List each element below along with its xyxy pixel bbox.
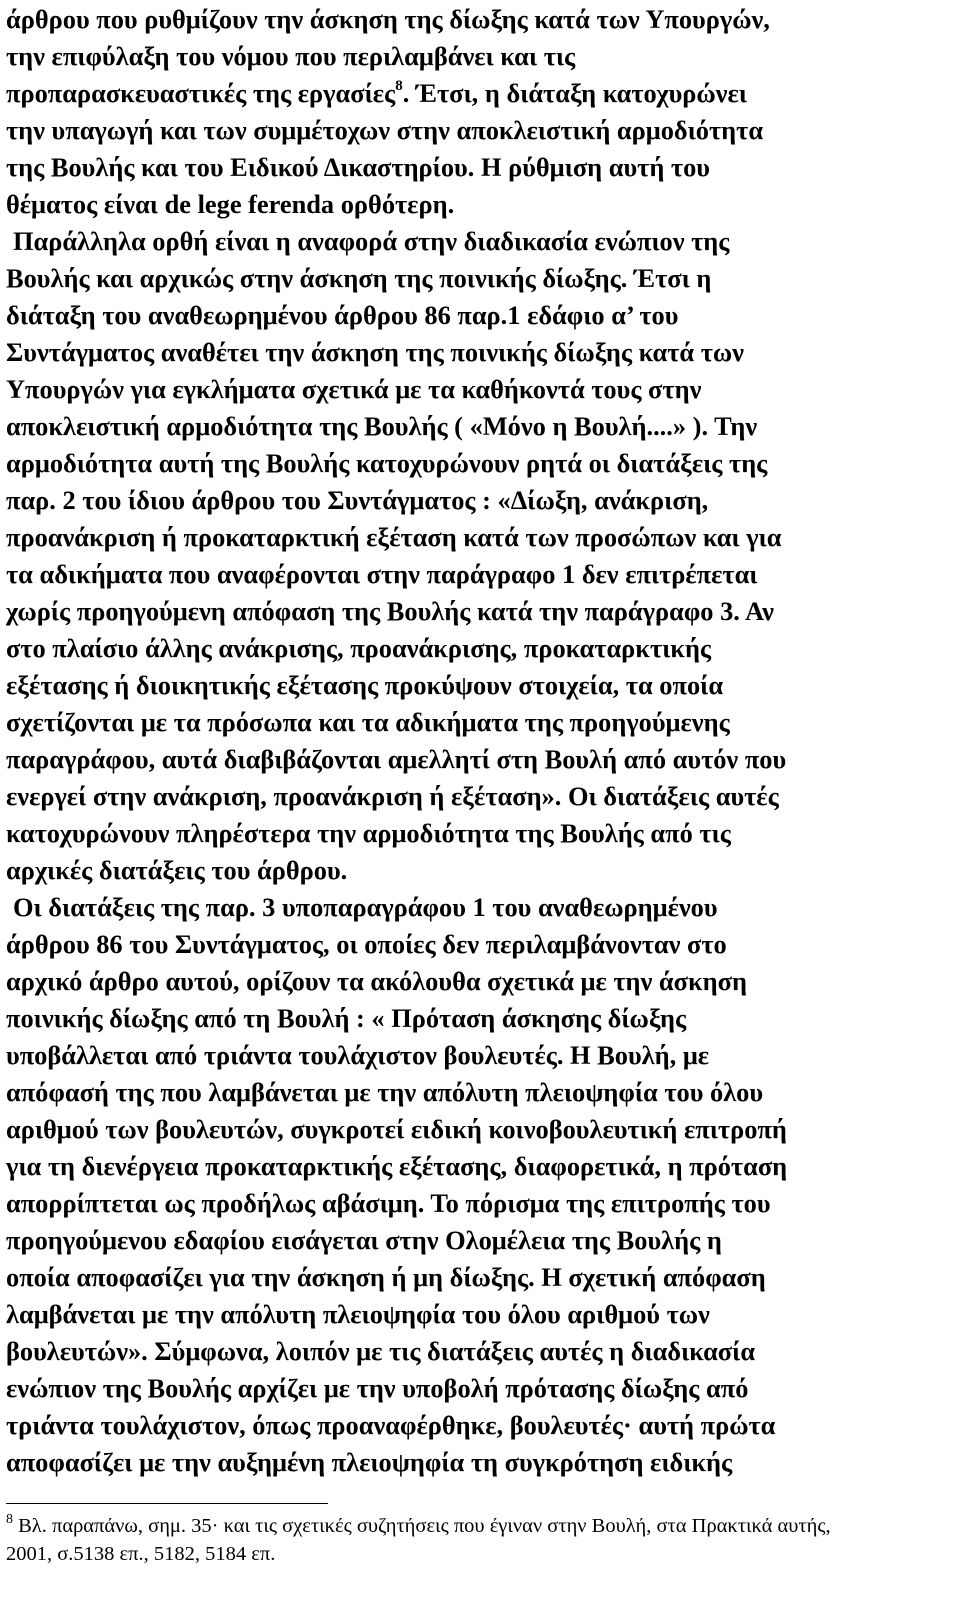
text-line: αποκλειστική αρμοδιότητα της Βουλής ( «Μόνο η Βουλή....» ). Την <box>6 411 758 441</box>
text-line: άρθρου που ρυθμίζουν την άσκηση της δίωξης κατά των Υπουργών, <box>6 4 770 34</box>
text-line: παρ. 2 του ίδιου άρθρου του Συντάγματος : «Δίωξη, ανάκριση, <box>6 485 709 515</box>
text-line: σχετίζονται με τα πρόσωπα και τα αδικήματα της προηγούμενης <box>6 707 730 737</box>
text-line: διάταξη του αναθεωρημένου άρθρου 86 παρ.1 εδάφιο α’ του <box>6 300 679 330</box>
text-line: ποινικής δίωξης από τη Βουλή : « Πρόταση άσκησης δίωξης <box>6 1003 687 1033</box>
text-line: άρθρου 86 του Συντάγματος, οι οποίες δεν περιλαμβάνονταν στο <box>6 929 727 959</box>
text-line: αποφασίζει με την αυξημένη πλειοψηφία τη συγκρότηση ειδικής <box>6 1447 733 1477</box>
text-line: την επιφύλαξη του νόμου που περιλαμβάνει και τις <box>6 41 576 71</box>
text-line: τα αδικήματα που αναφέρονται στην παράγραφο 1 δεν επιτρέπεται <box>6 559 758 589</box>
footnote-text: Βλ. παραπάνω, σημ. 35· και τις σχετικές συζητήσεις που έγιναν στην Βουλή, στα Πρακτικά αυτής, <box>13 1515 831 1537</box>
text-line: Συντάγματος αναθέτει την άσκηση της ποινικής δίωξης κατά των <box>6 337 744 367</box>
text-line: Υπουργών για εγκλήματα σχετικά με τα καθήκοντά τους στην <box>6 374 702 404</box>
text-line: απόφασή της που λαμβάνεται με την απόλυτη πλειοψηφία του όλου <box>6 1077 764 1107</box>
text-line: αρχικές διατάξεις του άρθρου. <box>6 855 348 885</box>
text-line: ενώπιον της Βουλής αρχίζει με την υποβολή πρότασης δίωξης από <box>6 1373 749 1403</box>
text-line: Παράλληλα ορθή είναι η αναφορά στην διαδικασία ενώπιον της <box>13 226 730 256</box>
footnote-line: 2001, σ.5138 επ., 5182, 5184 επ. <box>6 1543 276 1565</box>
text-line: λαμβάνεται με την απόλυτη πλειοψηφία του όλου αριθμού των <box>6 1299 710 1329</box>
footnote-number: 8 <box>6 1512 13 1527</box>
text-line: αρμοδιότητα αυτή της Βουλής κατοχυρώνουν ρητά οι διατάξεις της <box>6 448 768 478</box>
text-line: Βουλής και αρχικώς στην άσκηση της ποινικής δίωξης. Έτσι η <box>6 263 712 293</box>
footnote-line <box>6 1512 831 1540</box>
text-line: τριάντα τουλάχιστον, όπως προαναφέρθηκε, βουλευτές· αυτή πρώτα <box>6 1410 776 1440</box>
text-line: αρχικό άρθρο αυτού, ορίζουν τα ακόλουθα σχετικά με την άσκηση <box>6 966 747 996</box>
text-line: εξέτασης ή διοικητικής εξέτασης προκύψουν στοιχεία, τα οποία <box>6 670 724 700</box>
text-line: οποία αποφασίζει για την άσκηση ή μη δίωξης. Η σχετική απόφαση <box>6 1262 766 1292</box>
text-line: θέματος είναι de lege ferenda ορθότερη. <box>6 189 455 219</box>
text-line: χωρίς προηγούμενη απόφαση της Βουλής κατά την παράγραφο 3. Αν <box>6 596 774 626</box>
text-line: την υπαγωγή και των συμμέτοχων στην αποκλειστική αρμοδιότητα <box>6 115 764 145</box>
text-line: Οι διατάξεις της παρ. 3 υποπαραγράφου 1 του αναθεωρημένου <box>13 892 718 922</box>
text-line: υποβάλλεται από τριάντα τουλάχιστον βουλευτές. Η Βουλή, με <box>6 1040 710 1070</box>
text-line: στο πλαίσιο άλλης ανάκρισης, προανάκρισης, προκαταρκτικής <box>6 633 712 663</box>
text-line: κατοχυρώνουν πληρέστερα την αρμοδιότητα της Βουλής από τις <box>6 818 731 848</box>
text-line <box>6 75 747 112</box>
text-line: βουλευτών». Σύμφωνα, λοιπόν με τις διατάξεις αυτές η διαδικασία <box>6 1336 756 1366</box>
text-line: της Βουλής και του Ειδικού Δικαστηρίου. Η ρύθμιση αυτή του <box>6 152 710 182</box>
text-line: προηγούμενου εδαφίου εισάγεται στην Ολομέλεια της Βουλής η <box>6 1225 722 1255</box>
text-line: για τη διενέργεια προκαταρκτικής εξέτασης, διαφορετικά, η πρόταση <box>6 1151 788 1181</box>
text-line: ενεργεί στην ανάκριση, προανάκριση ή εξέταση». Οι διατάξεις αυτές <box>6 781 779 811</box>
text-line: παραγράφου, αυτά διαβιβάζονται αμελλητί στη Βουλή από αυτόν που <box>6 744 787 774</box>
text-line-end: . Έτσι, η διάταξη κατοχυρώνει <box>402 78 747 108</box>
footnote-separator <box>6 1503 328 1504</box>
text-line: απορρίπτεται ως προδήλως αβάσιμη. Το πόρισμα της επιτροπής του <box>6 1188 771 1218</box>
text-line-start: προπαρασκευαστικές της εργασίες <box>6 78 396 108</box>
text-line: αριθμού των βουλευτών, συγκροτεί ειδική κοινοβουλευτική επιτροπή <box>6 1114 787 1144</box>
text-line: προανάκριση ή προκαταρκτική εξέταση κατά των προσώπων και για <box>6 522 782 552</box>
footnote-reference: 8 <box>395 78 403 94</box>
